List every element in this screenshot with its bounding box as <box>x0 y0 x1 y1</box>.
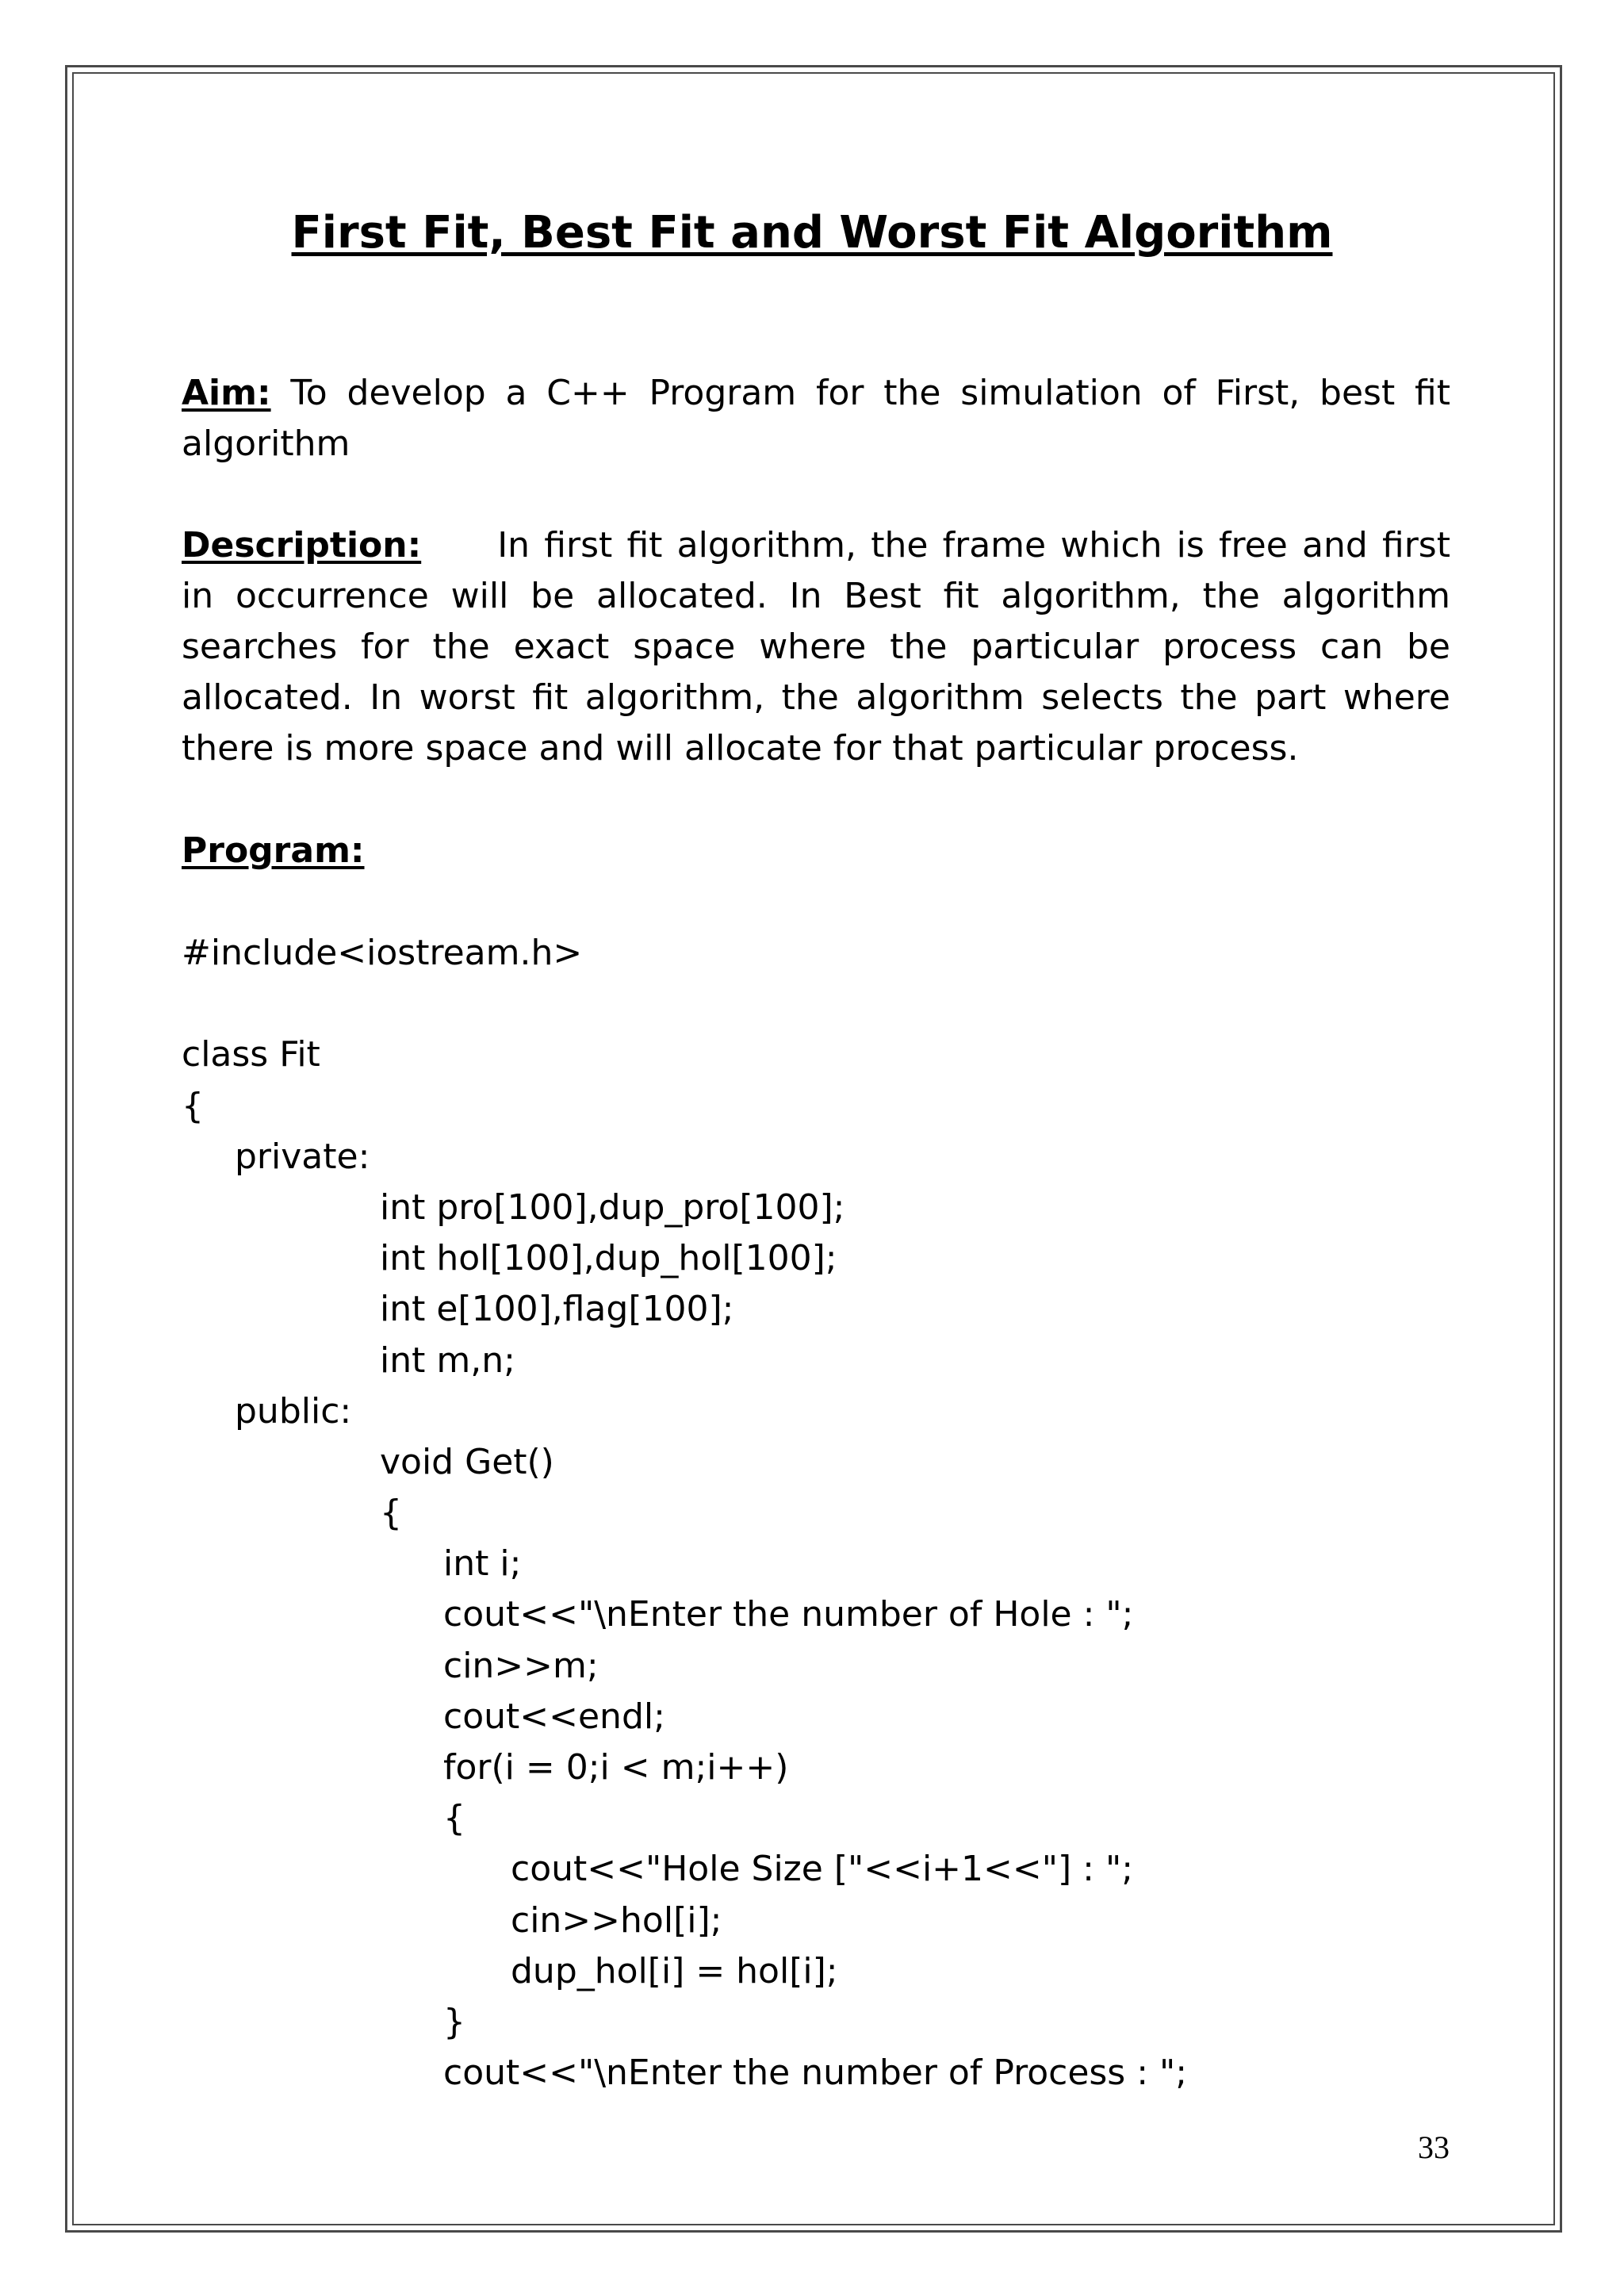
code-line: { <box>380 1493 402 1534</box>
code-line: class Fit <box>182 1034 320 1075</box>
code-line: public: <box>235 1390 352 1432</box>
code-line: cin>>hol[i]; <box>511 1899 722 1941</box>
code-line: int m,n; <box>380 1340 515 1381</box>
code-line: } <box>443 2001 465 2042</box>
code-line: cout<<endl; <box>443 1696 665 1737</box>
page-number: 33 <box>1418 2129 1450 2165</box>
code-line: void Get() <box>380 1441 554 1482</box>
aim-text: To develop a C++ Program for the simulation of First, best fit algorithm <box>182 373 1450 464</box>
code-line: cout<<"\nEnter the number of Hole : "; <box>443 1594 1134 1635</box>
code-line: int i; <box>443 1543 522 1585</box>
code-line: cout<<"\nEnter the number of Process : "; <box>443 2053 1188 2094</box>
code-line: for(i = 0;i < m;i++) <box>443 1747 789 1788</box>
program-label: Program: <box>182 830 365 871</box>
code-line: cin>>m; <box>443 1645 599 1686</box>
page-title: First Fit, Best Fit and Worst Fit Algorithm <box>291 207 1333 259</box>
aim-label: Aim: <box>182 373 271 413</box>
description-paragraph <box>182 520 1450 774</box>
code-line: #include<iostream.h> <box>182 933 583 973</box>
code-line: int e[100],flag[100]; <box>380 1289 734 1330</box>
code-line: int hol[100],dup_hol[100]; <box>380 1238 837 1279</box>
code-line: { <box>182 1085 204 1126</box>
code-line: int pro[100],dup_pro[100]; <box>380 1186 845 1228</box>
code-line: cout<<"Hole Size ["<<i+1<<"] : "; <box>511 1849 1134 1890</box>
aim-paragraph <box>182 368 1450 470</box>
code-line: { <box>443 1798 465 1839</box>
code-line <box>182 979 1450 1029</box>
description-text: In first fit algorithm, the frame which is free and first in occurrence will be allocated. In Best fit algorithm, the algorithm searches for the exact space where the particular process can be allocated. In worst fit algorithm, the algorithm selects the part where there is more space and will allocate for that particular process. <box>182 525 1450 769</box>
code-line: private: <box>235 1136 370 1177</box>
code-line: dup_hol[i] = hol[i]; <box>511 1950 838 1991</box>
code-listing <box>182 928 1450 2099</box>
description-label: Description: <box>182 525 422 565</box>
